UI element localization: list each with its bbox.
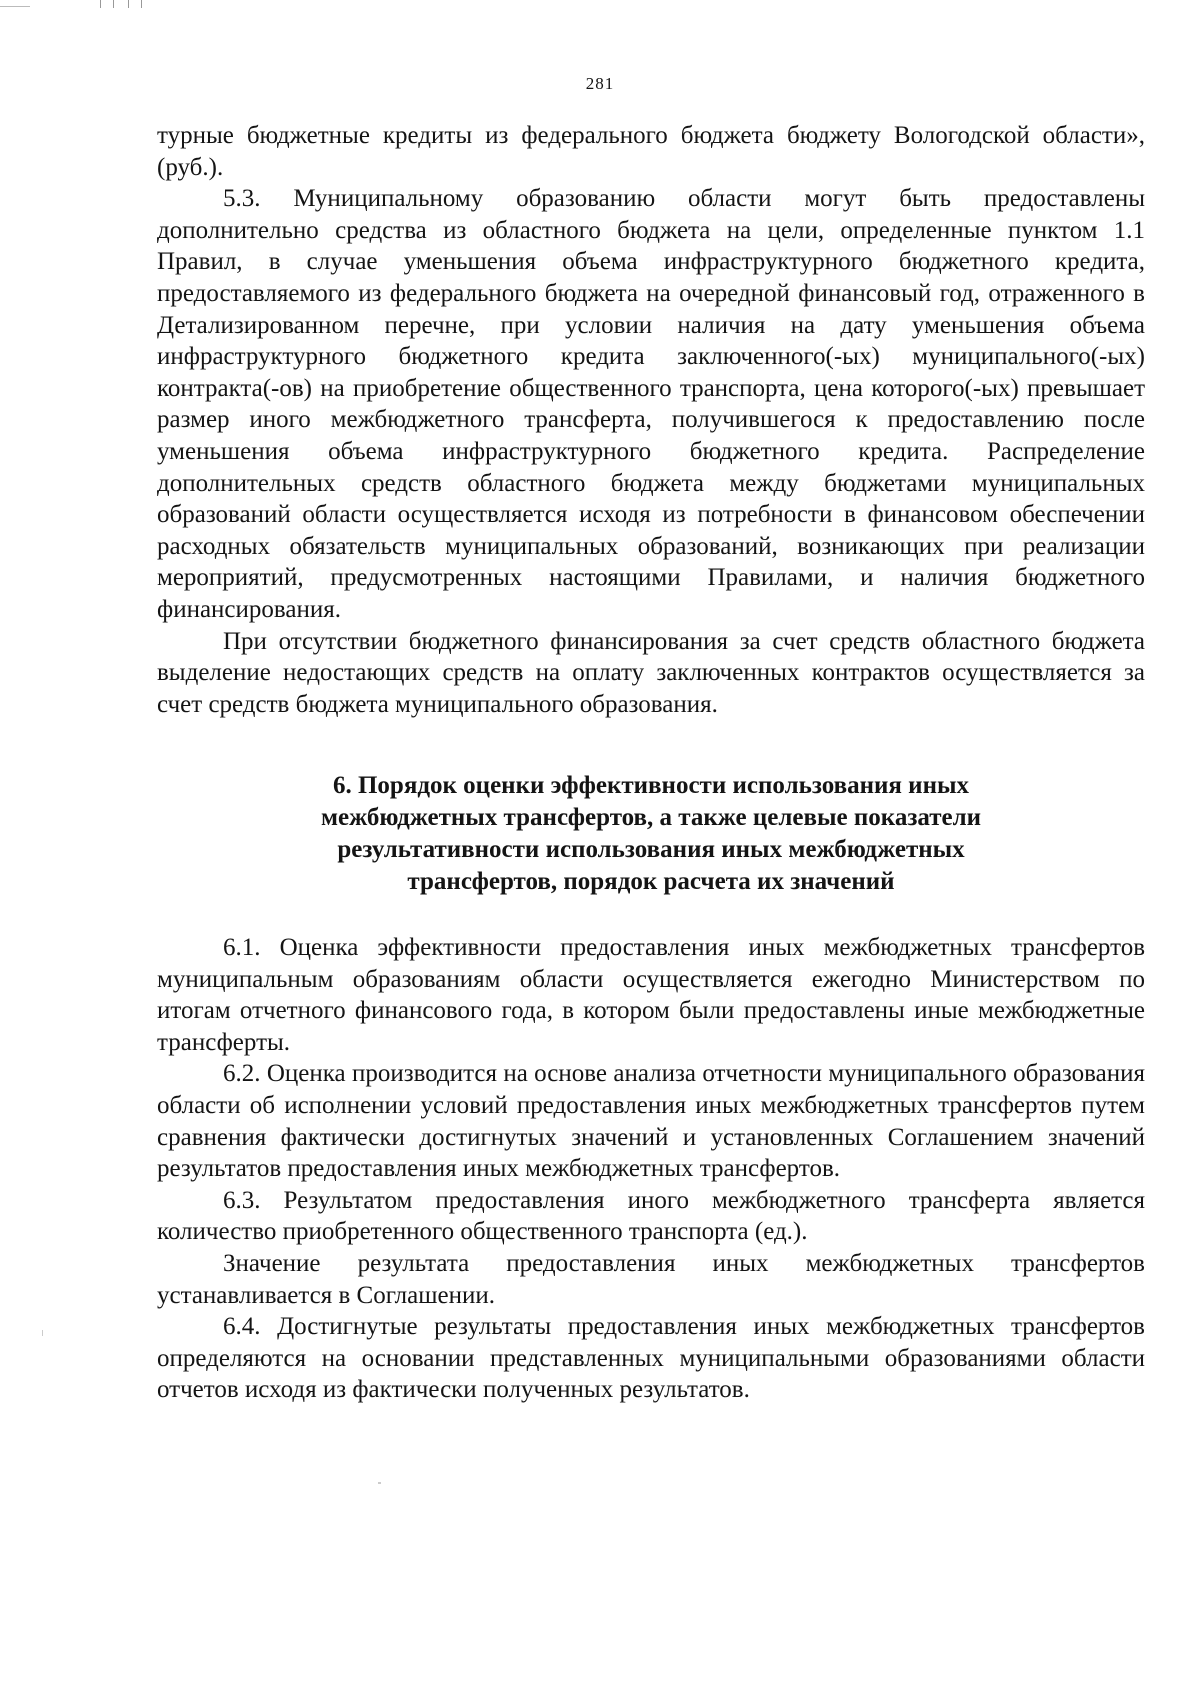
- scan-edge-mark: [100, 0, 142, 8]
- paragraph-continuation: турные бюджетные кредиты из федерального бюджета бюджету Вологодской области», (руб.).: [157, 122, 1145, 181]
- bottom-text-block: [157, 932, 1145, 1406]
- scan-speck: [378, 1482, 381, 1484]
- paragraph-6-2: 6.2. Оценка производится на основе анализа отчетности муниципального образования области об исполнении условий предоставления иных межбюджетных трансфертов путем сравнения фактически достигнутых значений и установленных Соглашением значений результатов предоставления иных межбюджетных трансфертов.: [157, 1060, 1145, 1183]
- paragraph-6-4: 6.4. Достигнутые результаты предоставления иных межбюджетных трансфертов определяются на основании представленных муниципальными образованиями области отчетов исходя из фактически полученных результатов.: [157, 1313, 1145, 1404]
- paragraph-result-value: Значение результата предоставления иных межбюджетных трансфертов устанавливается в Соглашении.: [157, 1249, 1145, 1309]
- scan-corner-mark: [0, 0, 30, 7]
- scan-speck: [42, 1330, 43, 1336]
- heading-line: межбюджетных трансфертов, а также целевые показатели: [320, 804, 982, 831]
- top-text-block: [157, 120, 1145, 720]
- page-number: 281: [585, 74, 615, 93]
- paragraph-no-funding: При отсутствии бюджетного финансирования за счет средств областного бюджета выделение недостающих средств на оплату заключенных контрактов осуществляется за счет средств бюджета муниципального образования.: [157, 627, 1145, 718]
- section-6-heading: [280, 770, 1022, 898]
- paragraph-5-3: 5.3. Муниципальному образованию области могут быть предоставлены дополнительно средства из областного бюджета на цели, определенные пунктом 1.1 Правил, в случае уменьшения объема инфраструктурного бюджетного кредита, предоставляемого из федерального бюджета на очередной финансовый год, отраженного в Детализированном перечне, при условии наличия на дату уменьшения объема инфраструктурного бюджетного кредита заключенного(-ых) муниципального(-ых) контракта(-ов) на приобретение общественного транспорта, цена которого(-ых) превышает размер иного межбюджетного трансферта, получившегося к предоставлению после уменьшения объема инфраструктурного бюджетного кредита. Распределение дополнительных средств областного бюджета между бюджетами муниципальных образований области осуществляется исходя из потребности в финансовом обеспечении расходных обязательств муниципальных образований, возникающих при реализации мероприятий, предусмотренных настоящими Правилами, и наличия бюджетного финансирования.: [157, 185, 1145, 623]
- heading-line: трансфертов, порядок расчета их значений: [407, 868, 895, 895]
- paragraph-6-3: 6.3. Результатом предоставления иного межбюджетного трансферта является количество приобретенного общественного транспорта (ед.).: [157, 1186, 1145, 1246]
- heading-line: результативности использования иных межбюджетных: [337, 836, 965, 863]
- paragraph-6-1: 6.1. Оценка эффективности предоставления иных межбюджетных трансфертов муниципальным образованиям области осуществляется ежегодно Министерством по итогам отчетного финансового года, в котором были предоставлены иные межбюджетные трансферты.: [157, 934, 1145, 1056]
- heading-line: 6. Порядок оценки эффективности использования иных: [332, 772, 970, 799]
